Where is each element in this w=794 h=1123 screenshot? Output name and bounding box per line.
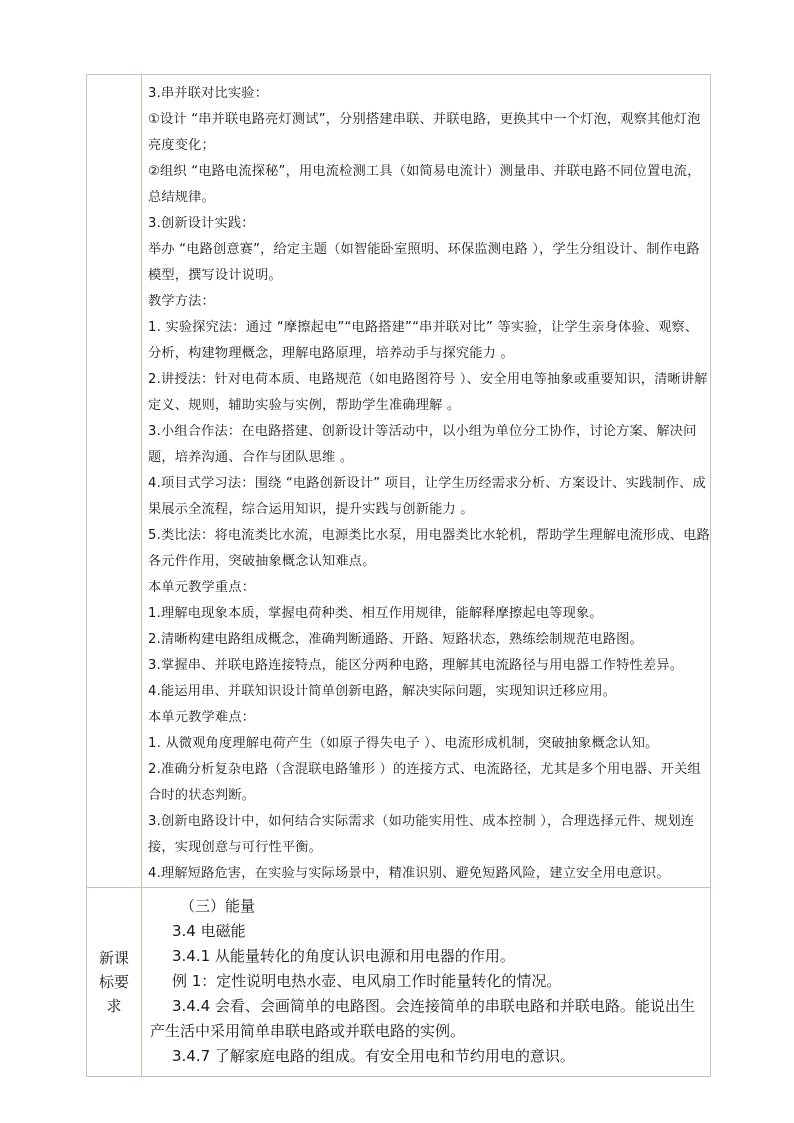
label-part: 新课 — [98, 949, 129, 967]
curriculum-standard-row — [87, 888, 711, 1077]
content-line: 2.清晰构建电路组成概念，准确判断通路、开路、短路状态，熟练绘制规范电路图。 — [148, 632, 643, 647]
content-line: 4.理解短路危害，在实验与实际场景中，精准识别、避免短路风险，建立安全用电意识。 — [148, 866, 670, 881]
standard-line: 3.4 电磁能 — [172, 922, 246, 940]
empty-label-cell — [87, 75, 142, 888]
content-line: 3.创新设计实践： — [148, 216, 255, 231]
content-line: 2.准确分析复杂电路（含混联电路雏形 ）的连接方式、电流路径，尤其是多个用电器、开关组合时的状态判断。 — [148, 762, 701, 803]
content-line: 5.类比法：将电流类比水流，电源类比水泵，用电器类比水轮机，帮助学生理解电流形成、电路各元件作用，突破抽象概念认知难点。 — [148, 528, 710, 569]
content-line: 1.理解电现象本质，掌握电荷种类、相互作用规律，能解释摩擦起电等现象。 — [148, 606, 603, 621]
teaching-content-text — [142, 75, 710, 887]
curriculum-standard-label — [87, 888, 142, 1077]
content-heading: 本单元教学重点： — [148, 580, 256, 595]
standard-line: 3.4.7 了解家庭电路的组成。有安全用电和节约用电的意识。 — [172, 1047, 575, 1065]
content-heading: 教学方法： — [148, 294, 215, 309]
standard-line: 3.4.4 会看、会画简单的电路图。会连接简单的串联电路和并联电路。能说出生产生活中采用简单串联电路或并联电路的实例。 — [150, 997, 695, 1040]
content-line: 3.串并联对比实验： — [148, 86, 269, 101]
content-line: 4.能运用串、并联知识设计简单创新电路，解决实际问题，实现知识迁移应用。 — [148, 684, 617, 699]
content-line: 1. 从微观角度理解电荷产生（如原子得失电子 ）、电流形成机制，突破抽象概念认知。 — [148, 736, 659, 751]
lesson-plan-table — [86, 74, 711, 1077]
content-line: 3.小组合作法：在电路搭建、创新设计等活动中，以小组为单位分工协作，讨论方案、解决问题，培养沟通、合作与团队思维 。 — [148, 424, 697, 465]
content-line: 3.创新电路设计中，如何结合实际需求（如功能实用性、成本控制 ），合理选择元件、规划连接，实现创意与可行性平衡。 — [148, 814, 695, 855]
content-line: ②组织 “电路电流探秘”，用电流检测工具（如简易电流计）测量串、并联电路不同位置电流，总结规律。 — [148, 164, 701, 205]
content-line: 1. 实验探究法：通过 “摩擦起电”“电路搭建”“串并联对比” 等实验，让学生亲身体验、观察、分析，构建物理概念，理解电路原理，培养动手与探究能力 。 — [148, 320, 699, 361]
curriculum-standard-text — [142, 888, 710, 1069]
content-line: ①设计 “串并联电路亮灯测试”，分别搭建串联、并联电路，更换其中一个灯泡，观察其他灯泡亮度变化； — [148, 112, 701, 153]
standard-line: 例 1：定性说明电热水壶、电风扇工作时能量转化的情况。 — [172, 972, 562, 990]
standard-line: 3.4.1 从能量转化的角度认识电源和用电器的作用。 — [172, 947, 515, 965]
section-heading: （三）能量 — [180, 897, 256, 915]
label-part: 求 — [106, 997, 122, 1015]
content-line: 举办 “电路创意赛”，给定主题（如智能卧室照明、环保监测电路 ），学生分组设计、制作电路模型，撰写设计说明。 — [148, 242, 700, 283]
teaching-content-cell — [142, 75, 711, 888]
content-line: 3.掌握串、并联电路连接特点，能区分两种电路，理解其电流路径与用电器工作特性差异。 — [148, 658, 684, 673]
teaching-content-row — [87, 75, 711, 888]
content-line: 4.项目式学习法：围绕 “电路创新设计” 项目，让学生历经需求分析、方案设计、实践制作、成果展示全流程，综合运用知识，提升实践与创新能力 。 — [148, 476, 706, 517]
label-part: 标要 — [98, 973, 129, 991]
content-heading: 本单元教学难点： — [148, 710, 256, 725]
curriculum-standard-cell — [142, 888, 711, 1077]
content-line: 2.讲授法：针对电荷本质、电路规范（如电路图符号 ）、安全用电等抽象或重要知识，清晰讲解定义、规则，辅助实验与实例，帮助学生准确理解 。 — [148, 372, 708, 413]
